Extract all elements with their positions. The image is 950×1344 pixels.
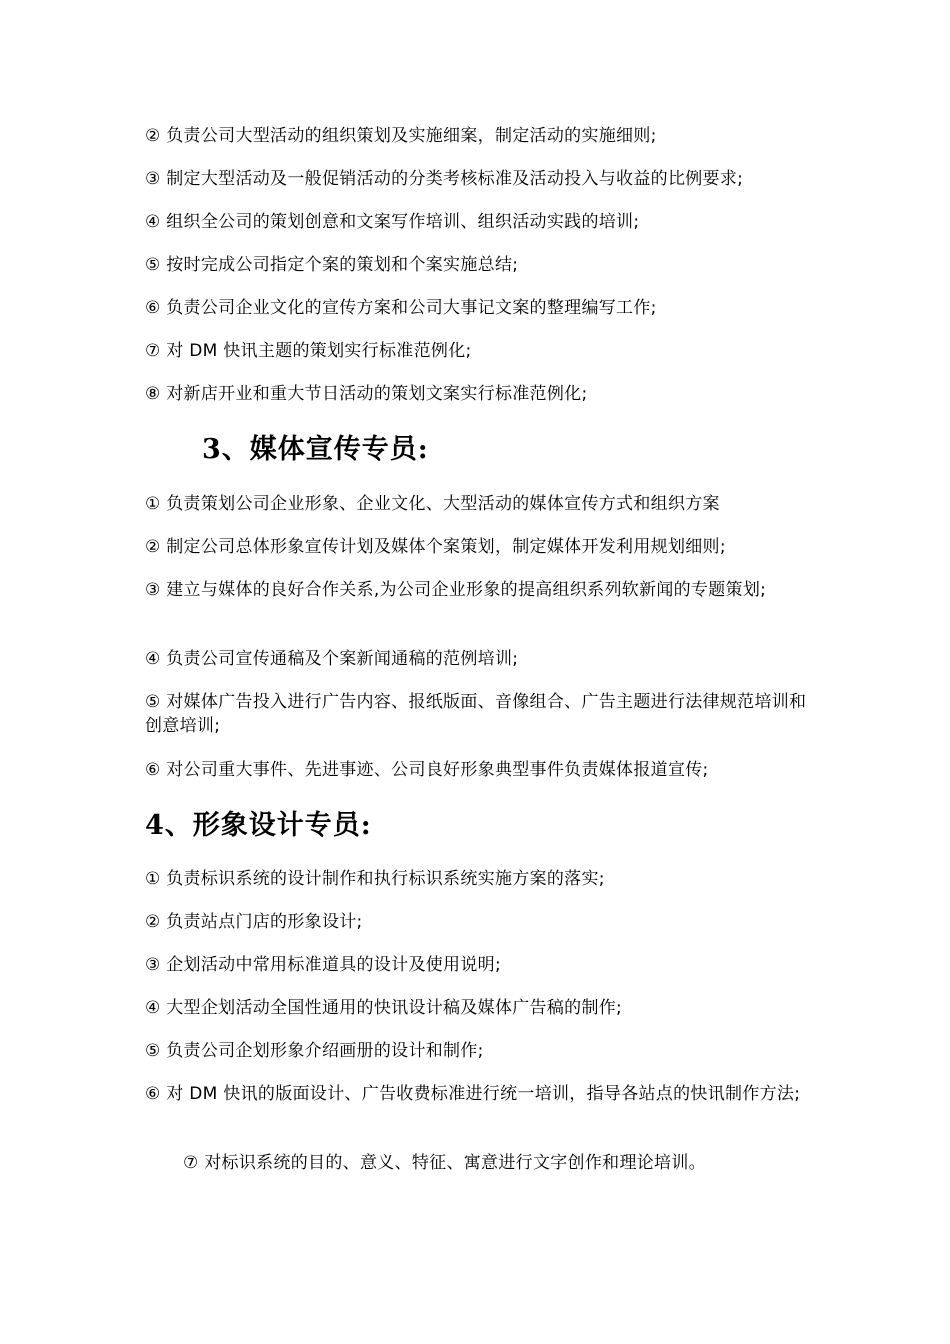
list-item: ④ 组织全公司的策划创意和文案写作培训、组织活动实践的培训;	[145, 212, 640, 232]
list-item: ② 负责公司大型活动的组织策划及实施细案，制定活动的实施细则;	[145, 126, 657, 146]
list-item: ③ 建立与媒体的良好合作关系,为公司企业形象的提高组织系列软新闻的专题策划;	[145, 580, 767, 600]
list-item: ⑦ 对标识系统的目的、意义、特征、寓意进行文字创作和理论培训。	[183, 1153, 706, 1173]
list-item: ① 负责策划公司企业形象、企业文化、大型活动的媒体宣传方式和组织方案	[145, 494, 720, 514]
list-item: ⑥ 对公司重大事件、先进事迹、公司良好形象典型事件负责媒体报道宣传;	[145, 760, 709, 780]
list-item: ⑦ 对 DM 快讯主题的策划实行标准范例化;	[145, 341, 472, 361]
list-item: ⑤ 对媒体广告投入进行广告内容、报纸版面、音像组合、广告主题进行法律规范培训和创意培训;	[145, 692, 807, 736]
list-item: ⑤ 负责公司企划形象介绍画册的设计和制作;	[145, 1041, 484, 1061]
section-heading-media: 3、媒体宣传专员:	[202, 434, 429, 465]
list-item: ③ 企划活动中常用标准道具的设计及使用说明;	[145, 955, 501, 975]
list-item: ⑥ 负责公司企业文化的宣传方案和公司大事记文案的整理编写工作;	[145, 298, 657, 318]
list-item: ⑤ 按时完成公司指定个案的策划和个案实施总结;	[145, 255, 519, 275]
list-item: ③ 制定大型活动及一般促销活动的分类考核标准及活动投入与收益的比例要求;	[145, 169, 744, 189]
list-item: ④ 负责公司宣传通稿及个案新闻通稿的范例培训;	[145, 649, 519, 669]
list-item: ② 负责站点门店的形象设计;	[145, 912, 363, 932]
list-item: ① 负责标识系统的设计制作和执行标识系统实施方案的落实;	[145, 869, 605, 889]
section-heading-design: 4、形象设计专员:	[145, 810, 372, 841]
list-item: ⑧ 对新店开业和重大节日活动的策划文案实行标准范例化;	[145, 384, 588, 404]
list-item: ④ 大型企划活动全国性通用的快讯设计稿及媒体广告稿的制作;	[145, 998, 623, 1018]
list-item: ⑥ 对 DM 快讯的版面设计、广告收费标准进行统一培训，指导各站点的快讯制作方法;	[145, 1084, 801, 1104]
list-item: ② 制定公司总体形象宣传计划及媒体个案策划，制定媒体开发利用规划细则;	[145, 537, 726, 557]
